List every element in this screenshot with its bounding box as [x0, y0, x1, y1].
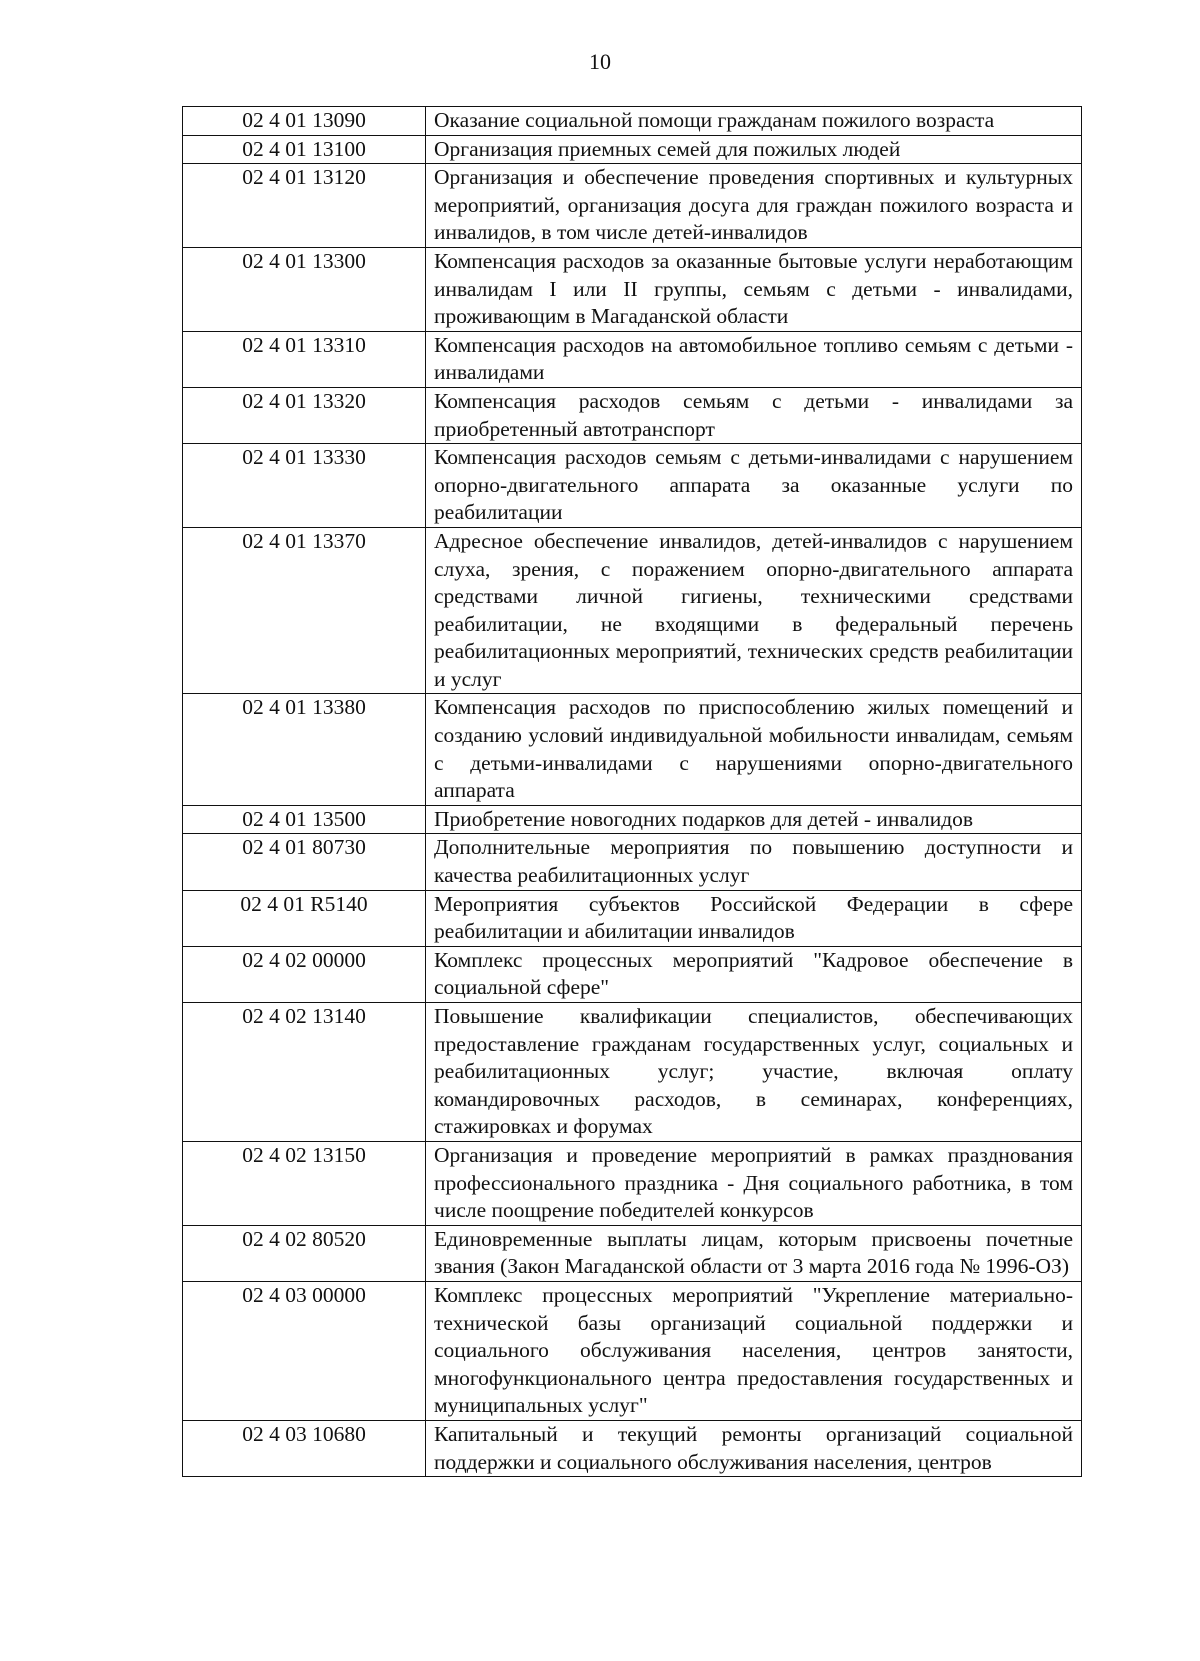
table-row	[183, 331, 1082, 387]
row-code: 02 4 01 13090	[183, 107, 426, 136]
row-code: 02 4 01 13330	[183, 444, 426, 528]
table-row	[183, 834, 1082, 890]
row-code: 02 4 01 13370	[183, 527, 426, 694]
table-row	[183, 387, 1082, 443]
row-code: 02 4 01 13380	[183, 694, 426, 805]
row-code: 02 4 01 13310	[183, 331, 426, 387]
row-description: Комплекс процессных мероприятий "Укрепление материально-технической базы организаций социальной поддержки и социального обслуживания населения, центров занятости, многофункционального центра предоставления государственных и муниципальных услуг"	[426, 1281, 1082, 1420]
row-code: 02 4 03 10680	[183, 1420, 426, 1476]
row-description: Компенсация расходов семьям с детьми - инвалидами за приобретенный автотранспорт	[426, 387, 1082, 443]
row-description: Оказание социальной помощи гражданам пожилого возраста	[426, 107, 1082, 136]
table-row	[183, 247, 1082, 331]
table-row	[183, 135, 1082, 164]
table-row	[183, 527, 1082, 694]
table-row	[183, 164, 1082, 248]
row-description: Организация и обеспечение проведения спортивных и культурных мероприятий, организация досуга для граждан пожилого возраста и инвалидов, в том числе детей-инвалидов	[426, 164, 1082, 248]
table-row	[183, 1281, 1082, 1420]
row-code: 02 4 02 13140	[183, 1003, 426, 1142]
row-code: 02 4 01 13100	[183, 135, 426, 164]
budget-classification-table	[182, 106, 1082, 1477]
row-description: Организация и проведение мероприятий в рамках празднования профессионального праздника - Дня социального работника, в том числе поощрение победителей конкурсов	[426, 1141, 1082, 1225]
table-row	[183, 1420, 1082, 1476]
row-description: Единовременные выплаты лицам, которым присвоены почетные звания (Закон Магаданской области от 3 марта 2016 года № 1996-ОЗ)	[426, 1225, 1082, 1281]
row-code: 02 4 02 13150	[183, 1141, 426, 1225]
row-code: 02 4 01 13500	[183, 805, 426, 834]
table-row	[183, 805, 1082, 834]
table-row	[183, 107, 1082, 136]
row-description: Капитальный и текущий ремонты организаций социальной поддержки и социального обслуживания населения, центров	[426, 1420, 1082, 1476]
table-row	[183, 890, 1082, 946]
row-code: 02 4 01 R5140	[183, 890, 426, 946]
row-description: Повышение квалификации специалистов, обеспечивающих предоставление гражданам государственных услуг, социальных и реабилитационных услуг; участие, включая оплату командировочных расходов, в семинарах, конференциях, стажировках и форумах	[426, 1003, 1082, 1142]
table-row	[183, 444, 1082, 528]
row-code: 02 4 01 13320	[183, 387, 426, 443]
row-description: Мероприятия субъектов Российской Федерации в сфере реабилитации и абилитации инвалидов	[426, 890, 1082, 946]
row-code: 02 4 01 13120	[183, 164, 426, 248]
row-code: 02 4 02 00000	[183, 946, 426, 1002]
row-code: 02 4 03 00000	[183, 1281, 426, 1420]
row-description: Организация приемных семей для пожилых людей	[426, 135, 1082, 164]
row-description: Адресное обеспечение инвалидов, детей-инвалидов с нарушением слуха, зрения, с поражением опорно-двигательного аппарата средствами личной гигиены, техническими средствами реабилитации, не входящими в федеральный перечень реабилитационных мероприятий, технических средств реабилитации и услуг	[426, 527, 1082, 694]
row-description: Компенсация расходов за оказанные бытовые услуги неработающим инвалидам I или II группы, семьям с детьми - инвалидами, проживающим в Магаданской области	[426, 247, 1082, 331]
row-description: Компенсация расходов семьям с детьми-инвалидами с нарушением опорно-двигательного аппарата за оказанные услуги по реабилитации	[426, 444, 1082, 528]
row-description: Приобретение новогодних подарков для детей - инвалидов	[426, 805, 1082, 834]
table-row	[183, 1225, 1082, 1281]
row-description: Комплекс процессных мероприятий "Кадровое обеспечение в социальной сфере"	[426, 946, 1082, 1002]
row-code: 02 4 02 80520	[183, 1225, 426, 1281]
row-description: Дополнительные мероприятия по повышению доступности и качества реабилитационных услуг	[426, 834, 1082, 890]
table-row	[183, 694, 1082, 805]
table-row	[183, 1141, 1082, 1225]
row-description: Компенсация расходов по приспособлению жилых помещений и созданию условий индивидуальной мобильности инвалидам, семьям с детьми-инвалидами с нарушениями опорно-двигательного аппарата	[426, 694, 1082, 805]
page-number: 10	[589, 49, 611, 74]
row-code: 02 4 01 80730	[183, 834, 426, 890]
row-code: 02 4 01 13300	[183, 247, 426, 331]
table-row	[183, 946, 1082, 1002]
table-row	[183, 1003, 1082, 1142]
row-description: Компенсация расходов на автомобильное топливо семьям с детьми - инвалидами	[426, 331, 1082, 387]
